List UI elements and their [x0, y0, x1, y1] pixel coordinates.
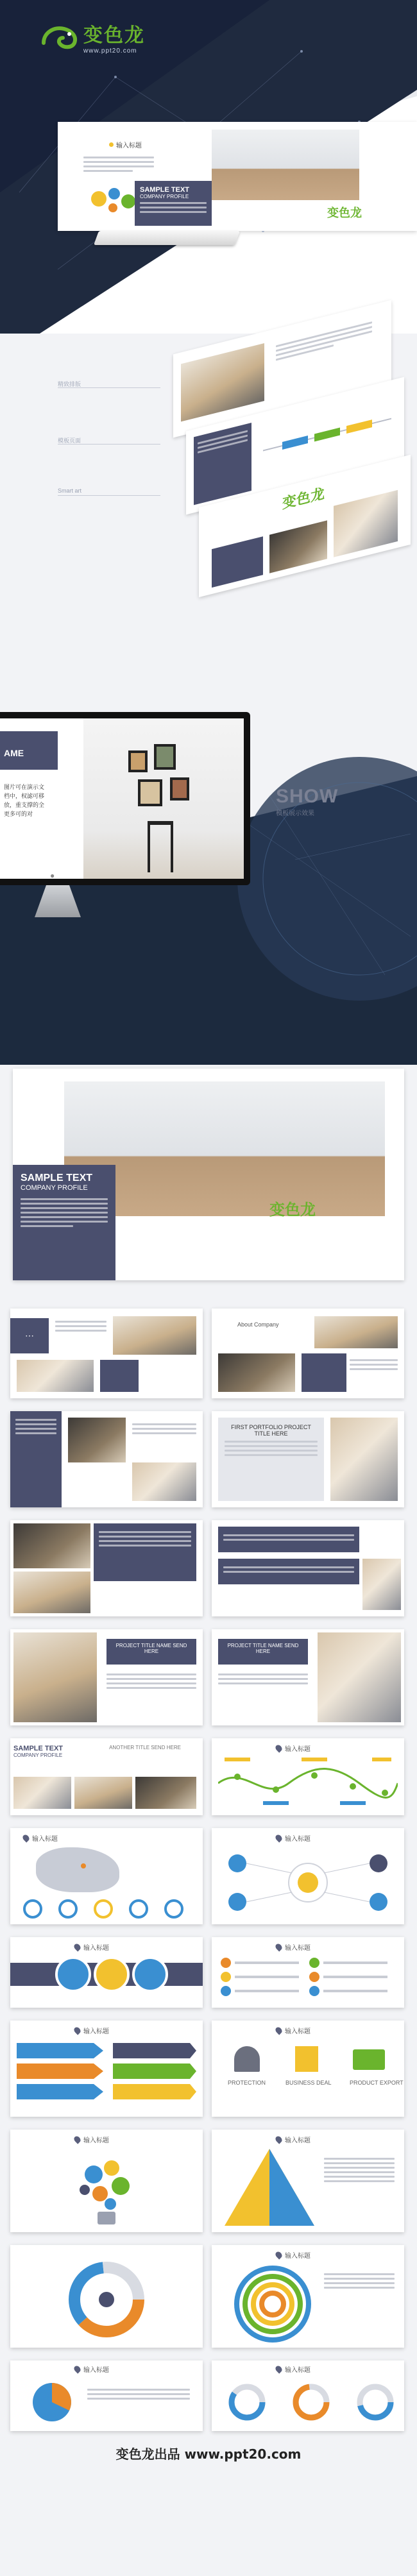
portfolio-box: FIRST PORTFOLIO PROJECT TITLE HERE [218, 1418, 324, 1501]
umbrella-icon [234, 2046, 260, 2072]
timeline-graphic [218, 1758, 398, 1809]
grid-slide-7 [10, 1629, 203, 1725]
company-slide-logo: 变色龙 [269, 1201, 316, 1219]
hero-sample-box: SAMPLE TEXT COMPANY PROFILE [135, 181, 212, 226]
side-label-3: Smart art [58, 487, 82, 494]
monitor-heading-box: AME [0, 731, 58, 770]
hero-slide [58, 122, 417, 231]
side-label-line-2 [58, 444, 160, 445]
frame-2 [154, 744, 176, 770]
protection-label: PROTECTION [228, 2080, 266, 2086]
grid-slide-2 [212, 1309, 404, 1398]
location-pin-icon [274, 1833, 283, 1842]
location-pin-icon [274, 2026, 283, 2035]
hub-diagram [218, 1844, 398, 1921]
concentric-rings-icon [231, 2264, 314, 2344]
side-label-1: 精致排版 [58, 381, 81, 387]
show-title: SHOW [276, 786, 339, 807]
project-title-2: PROJECT TITLE NAME SEND HERE [218, 1639, 308, 1665]
business-deal-label: BUSINESS DEAL [285, 2080, 332, 2086]
side-label-line-1 [58, 387, 160, 388]
business-deal-icon [295, 2046, 318, 2072]
project-title-1: PROJECT TITLE NAME SEND HERE [106, 1639, 196, 1665]
company-sample-box: SAMPLE TEXT COMPANY PROFILE [13, 1165, 115, 1280]
arrow-bars [17, 2043, 196, 2114]
company-slide [13, 1069, 404, 1280]
show-block [276, 786, 338, 817]
grid-slide-14: 输入标题 [212, 1937, 404, 2008]
keyboard [94, 231, 240, 245]
location-pin-icon [274, 1743, 283, 1752]
sample-text-small: SAMPLE TEXT COMPANY PROFILE [13, 1745, 64, 1758]
document-icon [94, 1956, 130, 1992]
perspective-slide-3-logo: 变色龙 [282, 486, 325, 513]
show-subtitle: 模板展示效果 [276, 810, 314, 817]
brand-name: 变色龙 [83, 24, 145, 47]
frame-4 [170, 777, 189, 801]
brand-url: www.ppt20.com [83, 47, 137, 55]
stool [148, 821, 173, 872]
arrows-slide: 输入标题 [10, 2021, 203, 2117]
hero-photo [212, 130, 359, 200]
grid-slide-10: 输入标题 [212, 1738, 404, 1815]
grid-slide-8 [212, 1629, 404, 1725]
grid-slide-5 [10, 1520, 203, 1616]
location-pin-icon [72, 2135, 81, 2144]
side-label-2: 模板页面 [58, 437, 81, 444]
map-circles [20, 1897, 200, 1920]
pie-slide-2: 输入标题 [212, 2360, 404, 2431]
perspective-section [0, 334, 417, 590]
pie-icon [30, 2380, 74, 2425]
frame-3 [138, 779, 162, 806]
another-title: ANOTHER TITLE SEND HERE [109, 1745, 181, 1750]
monitor-frame [0, 712, 250, 885]
truck-icon [353, 2049, 385, 2070]
location-pin-icon [21, 1833, 30, 1842]
hero-slide-logo: 变色龙 [327, 207, 362, 220]
hero-text-lines [83, 154, 154, 174]
china-map-shape [36, 1847, 119, 1892]
donut-chart-icon [62, 2255, 151, 2344]
grid-slide-1: ⋯ [10, 1309, 203, 1398]
brand-logo [41, 19, 145, 55]
section3 [0, 1065, 417, 1309]
location-pin-icon [274, 2364, 283, 2373]
location-pin-icon [72, 2026, 81, 2035]
grid-slide-4 [212, 1411, 404, 1507]
grid-slide-13: 输入标题 [10, 1937, 203, 2008]
icons-slide: 输入标题 PROTECTION BUSINESS DEAL PRODUCT EXPORT [212, 2021, 404, 2117]
donut-slide-1 [10, 2245, 203, 2348]
triangle-diagram [225, 2149, 314, 2226]
grid-slide-9 [10, 1738, 203, 1815]
about-label: About Company [237, 1321, 279, 1328]
grid-slide-3 [10, 1411, 203, 1507]
location-pin-icon [274, 2250, 283, 2259]
pie-slide-1: 输入标题 [10, 2360, 203, 2431]
location-pin-icon [72, 1942, 81, 1951]
apple-icon: ● [50, 871, 55, 880]
bulb-slide: 输入标题 [10, 2130, 203, 2232]
pen-icon [132, 1956, 168, 1992]
product-export-label: PRODUCT EXPORT [350, 2080, 404, 2086]
icon-list [218, 1956, 398, 2004]
grid-slide-12: 输入标题 [212, 1828, 404, 1924]
rings-slide: 输入标题 [212, 2245, 404, 2348]
grid-slide-6 [212, 1520, 404, 1616]
side-label-line-3 [58, 495, 160, 496]
database-icon [55, 1956, 91, 1992]
lightbulb-gears-icon [68, 2149, 145, 2229]
location-pin-icon [274, 2135, 283, 2144]
location-pin-icon [274, 1942, 283, 1951]
triangle-slide: 输入标题 [212, 2130, 404, 2232]
frame-1 [128, 750, 148, 772]
grid-slide-11: 输入标题 [10, 1828, 203, 1924]
mini-donuts [225, 2380, 398, 2425]
location-pin-icon [109, 142, 114, 147]
infographics [0, 2014, 417, 2546]
footer-text: 变色龙出品 www.ppt20.com [115, 2446, 302, 2462]
hero-slide-title: 输入标题 [109, 140, 142, 149]
monitor-section [0, 667, 417, 1065]
slide-grid [0, 1302, 417, 2008]
location-pin-icon [72, 2364, 81, 2373]
chameleon-icon [41, 24, 80, 51]
monitor-text: 图片可在演示文 档中，权滤可移 放，重支撑的全 更多可的对 [4, 784, 45, 817]
